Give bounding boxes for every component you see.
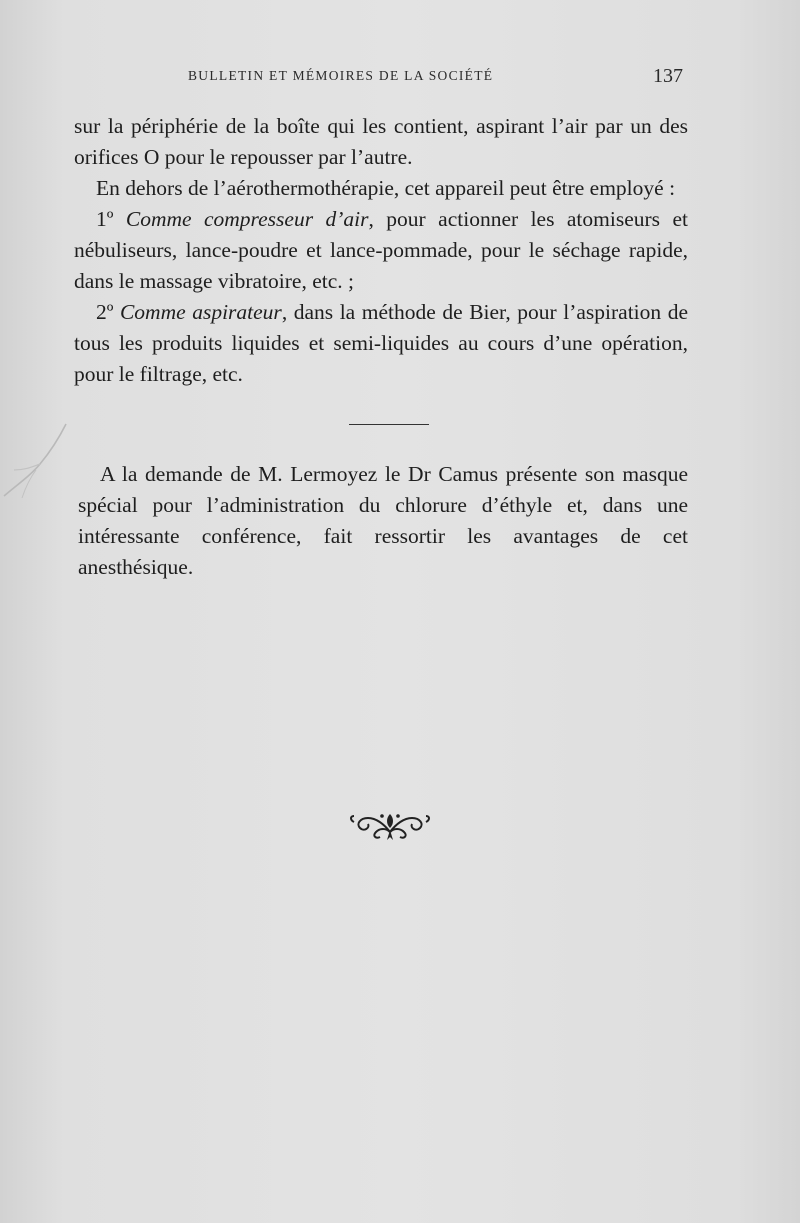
second-text-block: [78, 459, 688, 583]
list-item-compresseur: [74, 204, 688, 297]
fleuron-ornament-icon: [348, 806, 432, 842]
paragraph-aerotherm: [74, 173, 688, 204]
list-item-text: , dans la méthode de Bier, pour l’aspiration de tous les produits liquides et semi-liquides au cours d’une opération, pour le filtrage, etc.: [74, 300, 688, 386]
list-number: 1º: [96, 207, 126, 231]
running-header: [188, 66, 683, 90]
paper-fiber-mark: [0, 420, 70, 500]
list-item-aspirateur: [74, 297, 688, 390]
paragraph-camus: [78, 459, 688, 583]
running-title: BULLETIN ET MÉMOIRES DE LA SOCIÉTÉ: [188, 68, 494, 83]
list-item-title: Comme compresseur d’air: [125, 207, 369, 231]
paragraph-continuation: [74, 111, 688, 173]
list-item-text: , pour actionner les atomiseurs et nébuliseurs, lance-poudre et lance-pommade, pour le séchage rapide, dans le massage vibratoire, etc. ;: [74, 207, 688, 293]
main-text-block: [74, 111, 688, 390]
paragraph-text: A la demande de M. Lermoyez le Dr Camus présente son masque spécial pour l’administration du chlorure d’éthyle et, dans une intéressante conférence, fait ressortir les avantages de cet anesthésique.: [78, 462, 688, 579]
page-number: 137: [653, 65, 683, 87]
paragraph-text: sur la périphérie de la boîte qui les contient, aspirant l’air par un des orifices O pour le repousser par l’autre.: [74, 114, 688, 169]
section-divider: [349, 424, 429, 425]
list-number: 2º: [96, 300, 120, 324]
paragraph-text: En dehors de l’aérothermothérapie, cet appareil peut être employé :: [96, 176, 676, 200]
list-item-title: Comme aspirateur: [119, 300, 282, 324]
